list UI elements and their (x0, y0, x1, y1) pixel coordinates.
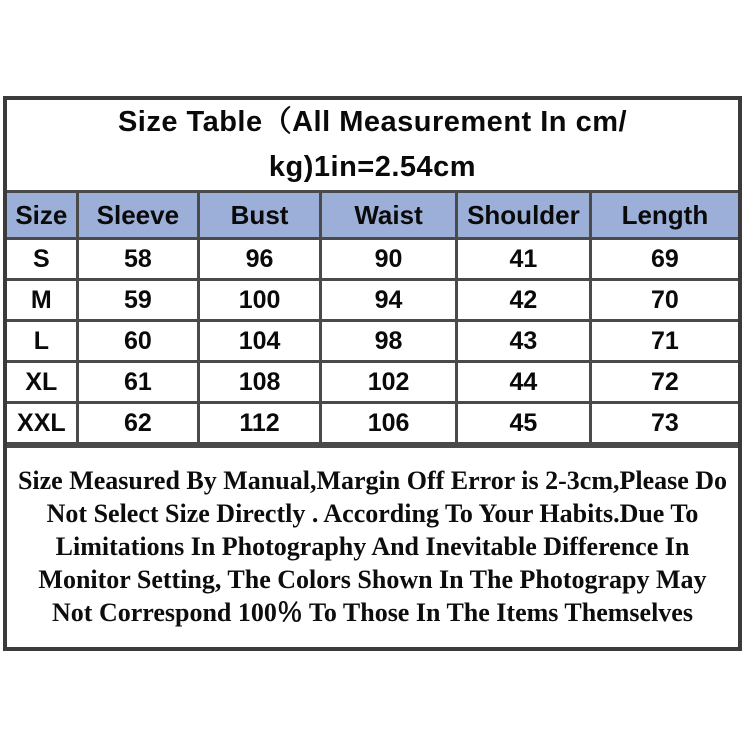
size-table-title (7, 100, 738, 193)
waist-value: 90 (321, 239, 457, 280)
length-value: 69 (590, 239, 738, 280)
bust-value: 104 (199, 321, 321, 362)
column-header-sleeve: Sleeve (77, 193, 198, 239)
size-label: XL (7, 362, 77, 403)
shoulder-value: 42 (457, 280, 591, 321)
size-table-title-line2: kg)1in=2.54cm (268, 151, 477, 183)
size-label: M (7, 280, 77, 321)
column-header-length: Length (590, 193, 738, 239)
shoulder-value: 41 (457, 239, 591, 280)
column-header-waist: Waist (321, 193, 457, 239)
bust-value: 108 (199, 362, 321, 403)
shoulder-value: 44 (457, 362, 591, 403)
size-table-header-row (7, 193, 738, 239)
table-row-m (7, 280, 738, 321)
sleeve-value: 62 (77, 403, 198, 444)
length-value: 70 (590, 280, 738, 321)
bust-value: 112 (199, 403, 321, 444)
length-value: 73 (590, 403, 738, 444)
size-table-title-line1: Size Table（All Measurement In cm/ (117, 106, 628, 138)
table-row-l (7, 321, 738, 362)
shoulder-value: 43 (457, 321, 591, 362)
sleeve-value: 58 (77, 239, 198, 280)
bust-value: 96 (199, 239, 321, 280)
shoulder-value: 45 (457, 403, 591, 444)
size-chart-card (3, 96, 742, 651)
size-label: XXL (7, 403, 77, 444)
column-header-bust: Bust (199, 193, 321, 239)
measurement-disclaimer-text: Size Measured By Manual,Margin Off Error is 2-3cm,Please Do Not Select Size Directly . According To Your Habits.Due To Limitations In Photography And Inevitable Difference In Monitor Setting, The Colors Shown In The Photograpy May Not Correspond 100％ To Those In The Items Themselves (7, 445, 738, 647)
column-header-shoulder: Shoulder (457, 193, 591, 239)
waist-value: 102 (321, 362, 457, 403)
bust-value: 100 (199, 280, 321, 321)
table-row-xxl (7, 403, 738, 444)
sleeve-value: 60 (77, 321, 198, 362)
waist-value: 94 (321, 280, 457, 321)
size-label: L (7, 321, 77, 362)
length-value: 71 (590, 321, 738, 362)
waist-value: 98 (321, 321, 457, 362)
table-row-xl (7, 362, 738, 403)
size-label: S (7, 239, 77, 280)
length-value: 72 (590, 362, 738, 403)
sleeve-value: 59 (77, 280, 198, 321)
table-row-s (7, 239, 738, 280)
sleeve-value: 61 (77, 362, 198, 403)
column-header-size: Size (7, 193, 77, 239)
waist-value: 106 (321, 403, 457, 444)
size-measurement-table (7, 193, 738, 445)
